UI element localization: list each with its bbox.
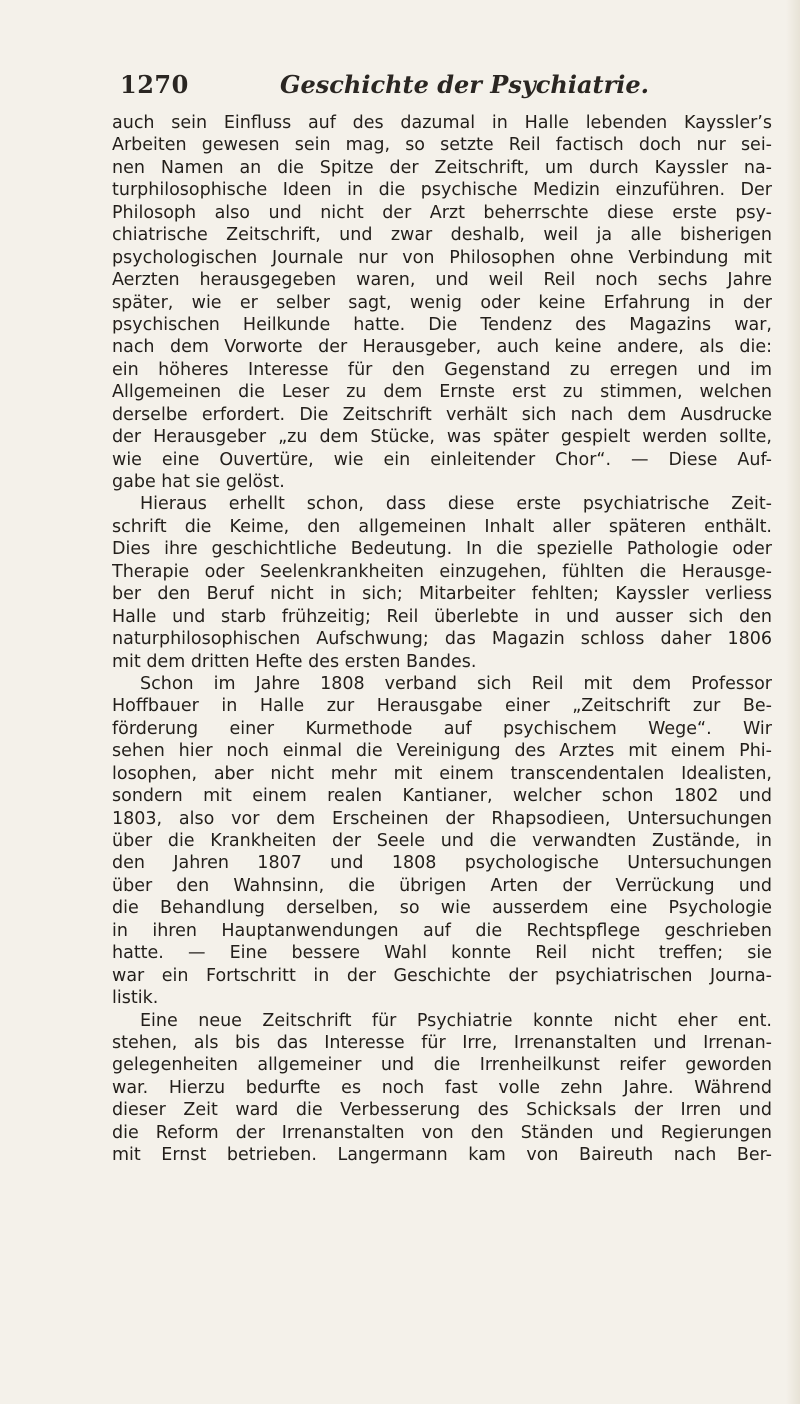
page-header bbox=[120, 70, 750, 104]
text-line: gelegenheiten allgemeiner und die Irrenheilkunst reifer geworden bbox=[112, 1055, 772, 1076]
text-line: nen Namen an die Spitze der Zeitschrift, um durch Kayssler na- bbox=[112, 157, 772, 178]
text-line: Dies ihre geschichtliche Bedeutung. In die spezielle Pathologie oder bbox=[112, 539, 772, 560]
text-line: die Behandlung derselben, so wie ausserdem eine Psychologie bbox=[112, 898, 772, 919]
text-line: auch sein Einfluss auf des dazumal in Halle lebenden Kayssler’s bbox=[112, 113, 772, 133]
text-line: losophen, aber nicht mehr mit einem transcendentalen Idealisten, bbox=[112, 763, 772, 784]
text-line: psychologischen Journale nur von Philosophen ohne Verbindung mit bbox=[112, 247, 772, 268]
text-line: ber den Beruf nicht in sich; Mitarbeiter fehlten; Kayssler verliess bbox=[112, 584, 772, 605]
text-line: Schon im Jahre 1808 verband sich Reil mit dem Professor bbox=[140, 673, 772, 694]
text-line: nach dem Vorworte der Herausgeber, auch keine andere, als die: bbox=[112, 337, 772, 358]
text-line: schrift die Keime, den allgemeinen Inhalt aller späteren enthält. bbox=[112, 516, 772, 537]
text-line: gabe hat sie gelöst. bbox=[112, 472, 285, 492]
text-line: über die Krankheiten der Seele und die verwandten Zustände, in bbox=[112, 831, 772, 851]
text-line: Allgemeinen die Leser zu dem Ernste erst zu stimmen, welchen bbox=[112, 382, 772, 403]
text-line: listik. bbox=[112, 988, 159, 1009]
text-line: turphilosophische Ideen in die psychische Medizin einzuführen. Der bbox=[112, 180, 772, 201]
text-line: naturphilosophischen Aufschwung; das Magazin schloss daher 1806 bbox=[112, 629, 772, 650]
text-line: Hieraus erhellt schon, dass diese erste psychiatrische Zeit- bbox=[140, 494, 772, 515]
text-line: in ihren Hauptanwendungen auf die Rechtspflege geschrieben bbox=[112, 920, 772, 941]
text-line: Halle und starb frühzeitig; Reil überlebte in und ausser sich den bbox=[112, 606, 772, 627]
text-line: mit dem dritten Hefte des ersten Bandes. bbox=[112, 651, 477, 672]
text-line: sehen hier noch einmal die Vereinigung des Arztes mit einem Phi- bbox=[112, 741, 772, 762]
text-line: sondern mit einem realen Kantianer, welcher schon 1802 und bbox=[112, 786, 772, 807]
text-line: über den Wahnsinn, die übrigen Arten der Verrückung und bbox=[112, 875, 772, 896]
text-line: wie eine Ouvertüre, wie ein einleitender Chor“. — Diese Auf- bbox=[112, 449, 772, 470]
text-line: förderung einer Kurmethode auf psychischem Wege“. Wir bbox=[112, 718, 772, 739]
text-line: 1803, also vor dem Erscheinen der Rhapsodieen, Untersuchungen bbox=[112, 808, 772, 829]
text-line: den Jahren 1807 und 1808 psychologische Untersuchungen bbox=[112, 853, 772, 874]
text-line: chiatrische Zeitschrift, und zwar deshalb, weil ja alle bisherigen bbox=[112, 225, 772, 246]
text-line: später, wie er selber sagt, wenig oder keine Erfahrung in der bbox=[112, 292, 772, 313]
body-text bbox=[112, 112, 772, 1167]
text-line: der Herausgeber „zu dem Stücke, was später gespielt werden sollte, bbox=[112, 427, 772, 448]
text-line: dieser Zeit ward die Verbesserung des Schicksals der Irren und bbox=[112, 1100, 772, 1121]
text-line: mit Ernst betrieben. Langermann kam von Baireuth nach Ber- bbox=[112, 1145, 772, 1166]
page-edge-shadow bbox=[786, 0, 800, 1404]
text-line: Hoffbauer in Halle zur Herausgabe einer „Zeitschrift zur Be- bbox=[112, 696, 772, 717]
text-line: die Reform der Irrenanstalten von den Ständen und Regierungen bbox=[112, 1122, 772, 1143]
text-line: Aerzten herausgegeben waren, und weil Reil noch sechs Jahre bbox=[112, 270, 772, 291]
text-line: war. Hierzu bedurfte es noch fast volle zehn Jahre. Während bbox=[112, 1077, 772, 1098]
page-number: 1270 bbox=[120, 70, 189, 99]
text-line: hatte. — Eine bessere Wahl konnte Reil nicht treffen; sie bbox=[112, 943, 772, 964]
text-line: Arbeiten gewesen sein mag, so setzte Reil factisch doch nur sei- bbox=[112, 135, 772, 156]
text-line: war ein Fortschritt in der Geschichte der psychiatrischen Journa- bbox=[112, 965, 772, 986]
text-line: stehen, als bis das Interesse für Irre, Irrenanstalten und Irrenan- bbox=[112, 1032, 772, 1053]
text-line: ein höheres Interesse für den Gegenstand zu erregen und im bbox=[112, 359, 772, 380]
text-line: derselbe erfordert. Die Zeitschrift verhält sich nach dem Ausdrucke bbox=[112, 404, 772, 425]
text-line: Philosoph also und nicht der Arzt beherrschte diese erste psy- bbox=[112, 202, 772, 223]
text-line: Eine neue Zeitschrift für Psychiatrie konnte nicht eher ent. bbox=[140, 1010, 772, 1031]
running-title: Geschichte der Psychiatrie. bbox=[280, 70, 649, 99]
text-line: Therapie oder Seelenkrankheiten einzugehen, fühlten die Herausge- bbox=[112, 561, 772, 582]
text-line: psychischen Heilkunde hatte. Die Tendenz des Magazins war, bbox=[112, 314, 772, 335]
